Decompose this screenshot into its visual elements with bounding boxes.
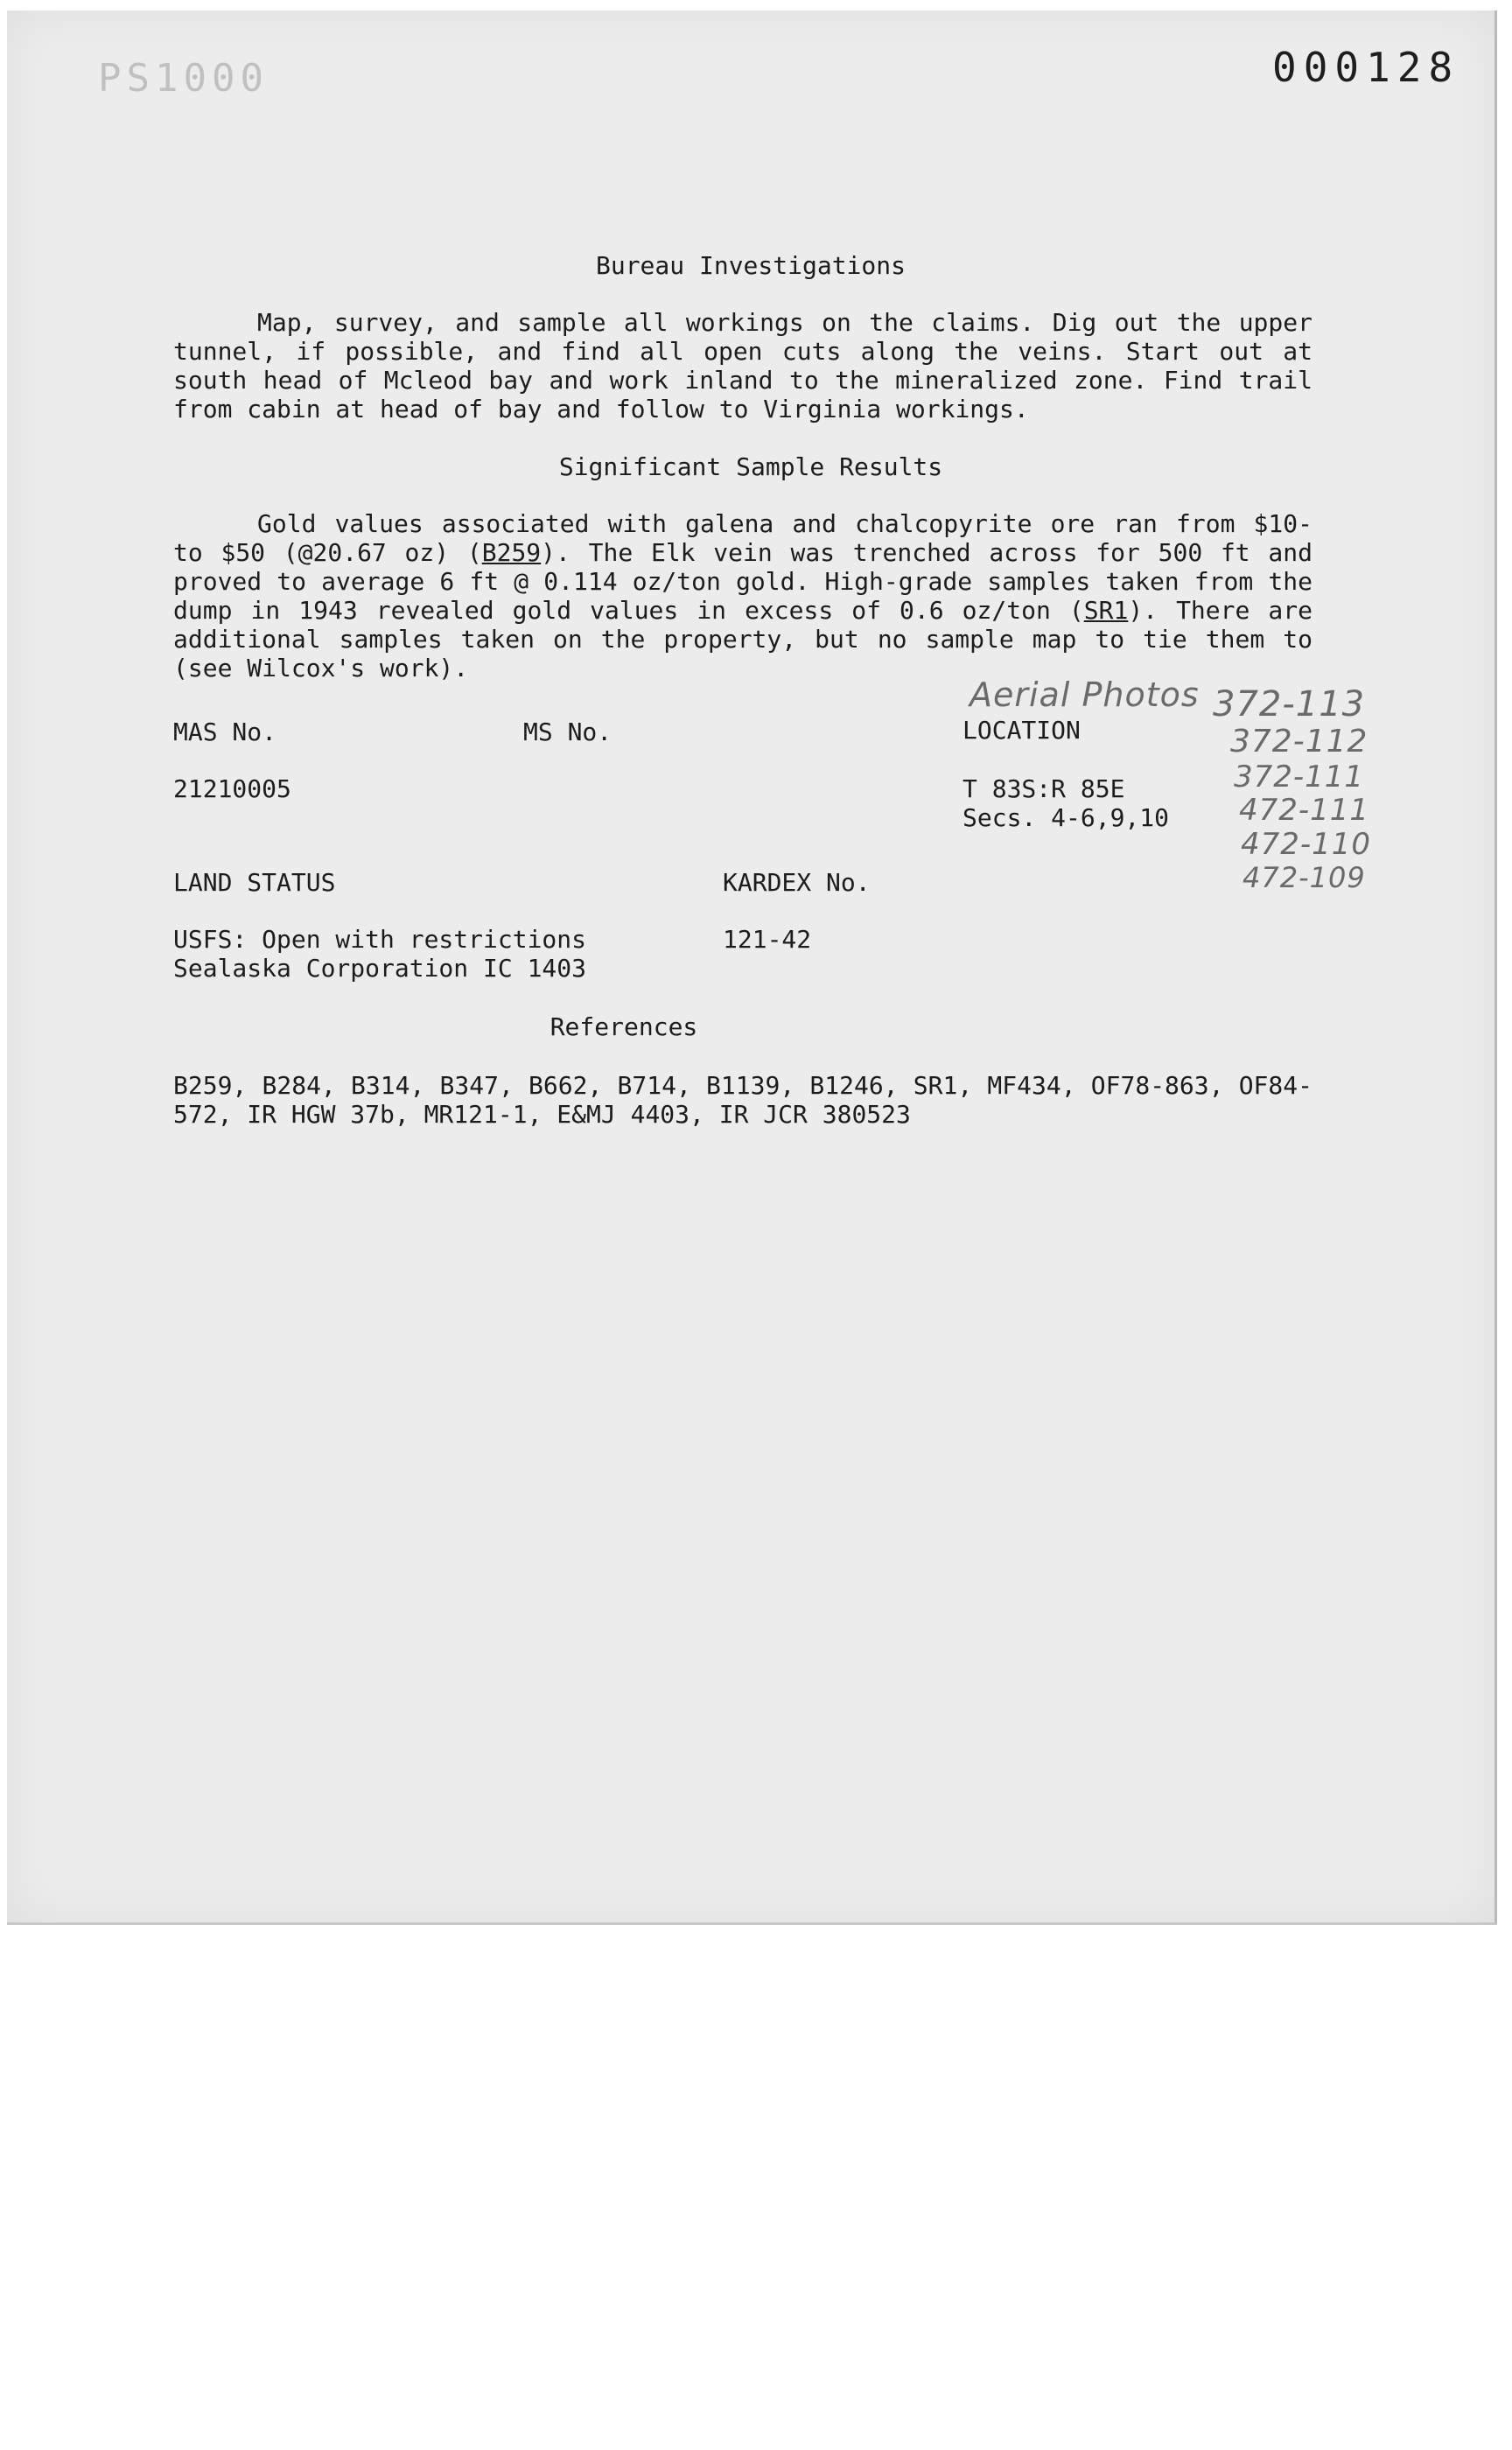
faded-stamp: PS1000: [98, 56, 269, 101]
handwritten-photo-6: 472-109: [1242, 861, 1366, 894]
document-page: [7, 10, 1497, 1925]
handwritten-aerial-label: Aerial Photos: [970, 676, 1200, 714]
land-status-line-2: Sealaska Corporation IC 1403: [173, 954, 587, 983]
land-status-label: LAND STATUS: [173, 868, 336, 897]
handwritten-photo-5: 472-110: [1241, 827, 1372, 862]
ms-label: MS No.: [523, 718, 612, 746]
references-list: B259, B284, B314, B347, B662, B714, B1139, B1246, SR1, MF434, OF78-863, OF84-572, IR HGW 37b, MR121-1, E&MJ 4403, IR JCR 380523: [173, 1071, 1312, 1129]
location-line-1: T 83S:R 85E: [962, 774, 1125, 803]
handwritten-photo-2: 372-112: [1230, 724, 1368, 760]
samples-text-1: Gold values associated with galena and chalcopyrite ore ran from $10- to $50 (@20.67 oz) (: [173, 509, 1312, 567]
mas-value: 21210005: [173, 774, 291, 803]
references-heading: References: [550, 1012, 698, 1041]
bureau-paragraph: [173, 308, 1312, 424]
bureau-heading: Bureau Investigations: [595, 251, 906, 280]
handwritten-photo-3: 372-111: [1234, 760, 1365, 794]
handwritten-photo-4: 472-111: [1239, 793, 1370, 828]
samples-heading: Significant Sample Results: [558, 452, 943, 481]
reference-link-sr1: SR1: [1083, 596, 1129, 625]
location-line-2: Secs. 4-6,9,10: [962, 803, 1170, 832]
samples-paragraph: [173, 509, 1312, 682]
kardex-label: KARDEX No.: [723, 868, 871, 897]
location-label: LOCATION: [962, 716, 1081, 745]
page-number: 000128: [1272, 44, 1460, 91]
mas-label: MAS No.: [173, 718, 277, 746]
reference-link-b259: B259: [481, 538, 542, 567]
kardex-value: 121-42: [723, 925, 812, 954]
land-status-line-1: USFS: Open with restrictions: [173, 925, 587, 954]
bureau-text: Map, survey, and sample all workings on the claims. Dig out the upper tunnel, if possible, and find all open cuts along the veins. Start out at south head of Mcleod bay and work inland to the mineralized zone. Find trail from cabin at head of bay and follow to Virginia workings.: [173, 308, 1312, 424]
handwritten-photo-1: 372-113: [1213, 684, 1366, 724]
samples-text-3: ). There are additional samples taken on the property, but no sample map to tie them to (see Wilcox's work).: [173, 596, 1312, 682]
samples-text-2: ). The Elk vein was trenched across for 500 ft and proved to average 6 ft @ 0.114 oz/ton gold. High-grade samples taken from the dump in 1943 revealed gold values in excess of 0.6 oz/ton (: [173, 538, 1312, 625]
